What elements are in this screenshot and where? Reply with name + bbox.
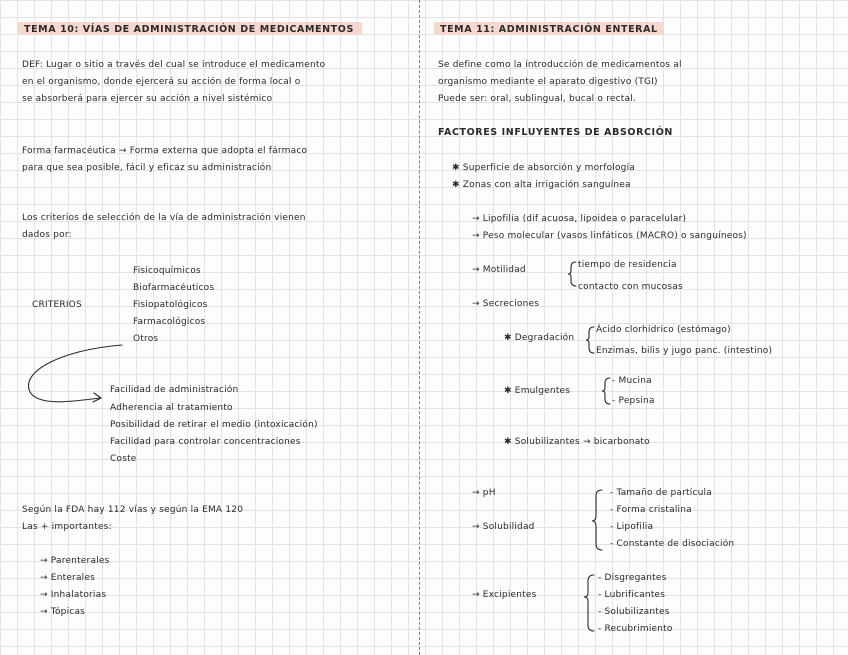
emulgentes: ✱ Emulgentes bbox=[504, 386, 571, 396]
excipientes: → Excipientes bbox=[472, 590, 537, 600]
left-def-line-3: se absorberá para ejercer su acción a nivel sistémico bbox=[22, 94, 273, 104]
forma-line-2: para que sea posible, fácil y eficaz su administración bbox=[22, 163, 272, 173]
factores-title: FACTORES INFLUYENTES DE ABSORCIÓN bbox=[438, 127, 673, 138]
left-def-line-2: en el organismo, donde ejercerá su acción de forma local o bbox=[22, 77, 301, 87]
solubilizantes: ✱ Solubilizantes → bicarbonato bbox=[504, 437, 650, 447]
criterio-item: Farmacológicos bbox=[133, 317, 206, 327]
solubilidad-item: - Lipofilia bbox=[610, 522, 654, 532]
ph: → pH bbox=[472, 488, 496, 498]
motilidad-item: contacto con mucosas bbox=[578, 282, 683, 292]
degradacion-item: Ácido clorhídrico (estómago) bbox=[596, 325, 731, 335]
criterios-label: CRITERIOS bbox=[32, 300, 82, 310]
left-def-line-1: DEF: Lugar o sitio a través del cual se introduce el medicamento bbox=[22, 60, 326, 70]
right-def-line-1: Se define como la introducción de medicamentos al bbox=[438, 60, 682, 70]
otros-item: Facilidad para controlar concentraciones bbox=[110, 437, 301, 447]
peso-molecular: → Peso molecular (vasos linfáticos (MACRO) o sanguíneos) bbox=[472, 231, 747, 241]
fda-line-2: Las + importantes: bbox=[22, 522, 112, 532]
degradacion-item: Enzimas, bilis y jugo panc. (intestino) bbox=[596, 346, 773, 356]
via-item: → Enterales bbox=[40, 573, 96, 583]
left-title: TEMA 10: VÍAS DE ADMINISTRACIÓN DE MEDICAMENTOS bbox=[24, 24, 354, 35]
brace-icon bbox=[584, 575, 594, 631]
motilidad-item: tiempo de residencia bbox=[578, 260, 677, 270]
right-def-line-2: organismo mediante el aparato digestivo (TGI) bbox=[438, 77, 658, 87]
forma-line-1: Forma farmacéutica → Forma externa que adopta el fármaco bbox=[22, 146, 308, 156]
otros-item: Posibilidad de retirar el medio (intoxicación) bbox=[110, 420, 318, 430]
right-title: TEMA 11: ADMINISTRACIÓN ENTERAL bbox=[440, 24, 658, 35]
excipientes-item: - Lubrificantes bbox=[598, 590, 666, 600]
otros-item: Facilidad de administración bbox=[110, 385, 239, 395]
factor-item: ✱ Zonas con alta irrigación sanguínea bbox=[452, 180, 631, 190]
degradacion: ✱ Degradación bbox=[504, 333, 575, 343]
factor-item: ✱ Superficie de absorción y morfología bbox=[452, 163, 636, 173]
lipofilia: → Lipofilia (dif acuosa, lipoidea o paracelular) bbox=[472, 214, 687, 224]
excipientes-item: - Recubrimiento bbox=[598, 624, 673, 634]
right-def-line-3: Puede ser: oral, sublingual, bucal o rectal. bbox=[438, 94, 636, 104]
secreciones: → Secreciones bbox=[472, 299, 540, 309]
criterio-item: Fisiopatológicos bbox=[133, 300, 208, 310]
emulgentes-item: - Pepsina bbox=[612, 396, 655, 406]
motilidad: → Motilidad bbox=[472, 265, 526, 275]
criterios-intro-line-1: Los criterios de selección de la vía de administración vienen bbox=[22, 213, 306, 223]
emulgentes-item: - Mucina bbox=[612, 376, 652, 386]
solubilidad: → Solubilidad bbox=[472, 522, 535, 532]
excipientes-item: - Disgregantes bbox=[598, 573, 667, 583]
brace-icon bbox=[586, 327, 594, 353]
via-item: → Inhalatorias bbox=[40, 590, 107, 600]
via-item: → Parenterales bbox=[40, 556, 110, 566]
curved-arrow-icon bbox=[28, 345, 122, 402]
criterio-item: Biofarmacéuticos bbox=[133, 283, 215, 293]
brace-icon bbox=[592, 490, 602, 550]
arrow-head-icon bbox=[93, 393, 101, 402]
brace-icon bbox=[602, 378, 610, 404]
criterio-item: Fisicoquímicos bbox=[133, 266, 201, 276]
solubilidad-item: - Forma cristalina bbox=[610, 505, 692, 515]
fda-line-1: Según la FDA hay 112 vías y según la EMA 120 bbox=[22, 505, 244, 515]
criterio-item: Otros bbox=[133, 334, 159, 344]
excipientes-item: - Solubilizantes bbox=[598, 607, 670, 617]
criterios-intro-line-2: dados por: bbox=[22, 230, 72, 240]
via-item: → Tópicas bbox=[40, 607, 86, 617]
brace-icon bbox=[568, 262, 576, 286]
solubilidad-item: - Tamaño de partícula bbox=[610, 488, 712, 498]
otros-item: Adherencia al tratamiento bbox=[110, 403, 233, 413]
solubilidad-item: - Constante de disociación bbox=[610, 539, 735, 549]
otros-item: Coste bbox=[110, 454, 137, 464]
